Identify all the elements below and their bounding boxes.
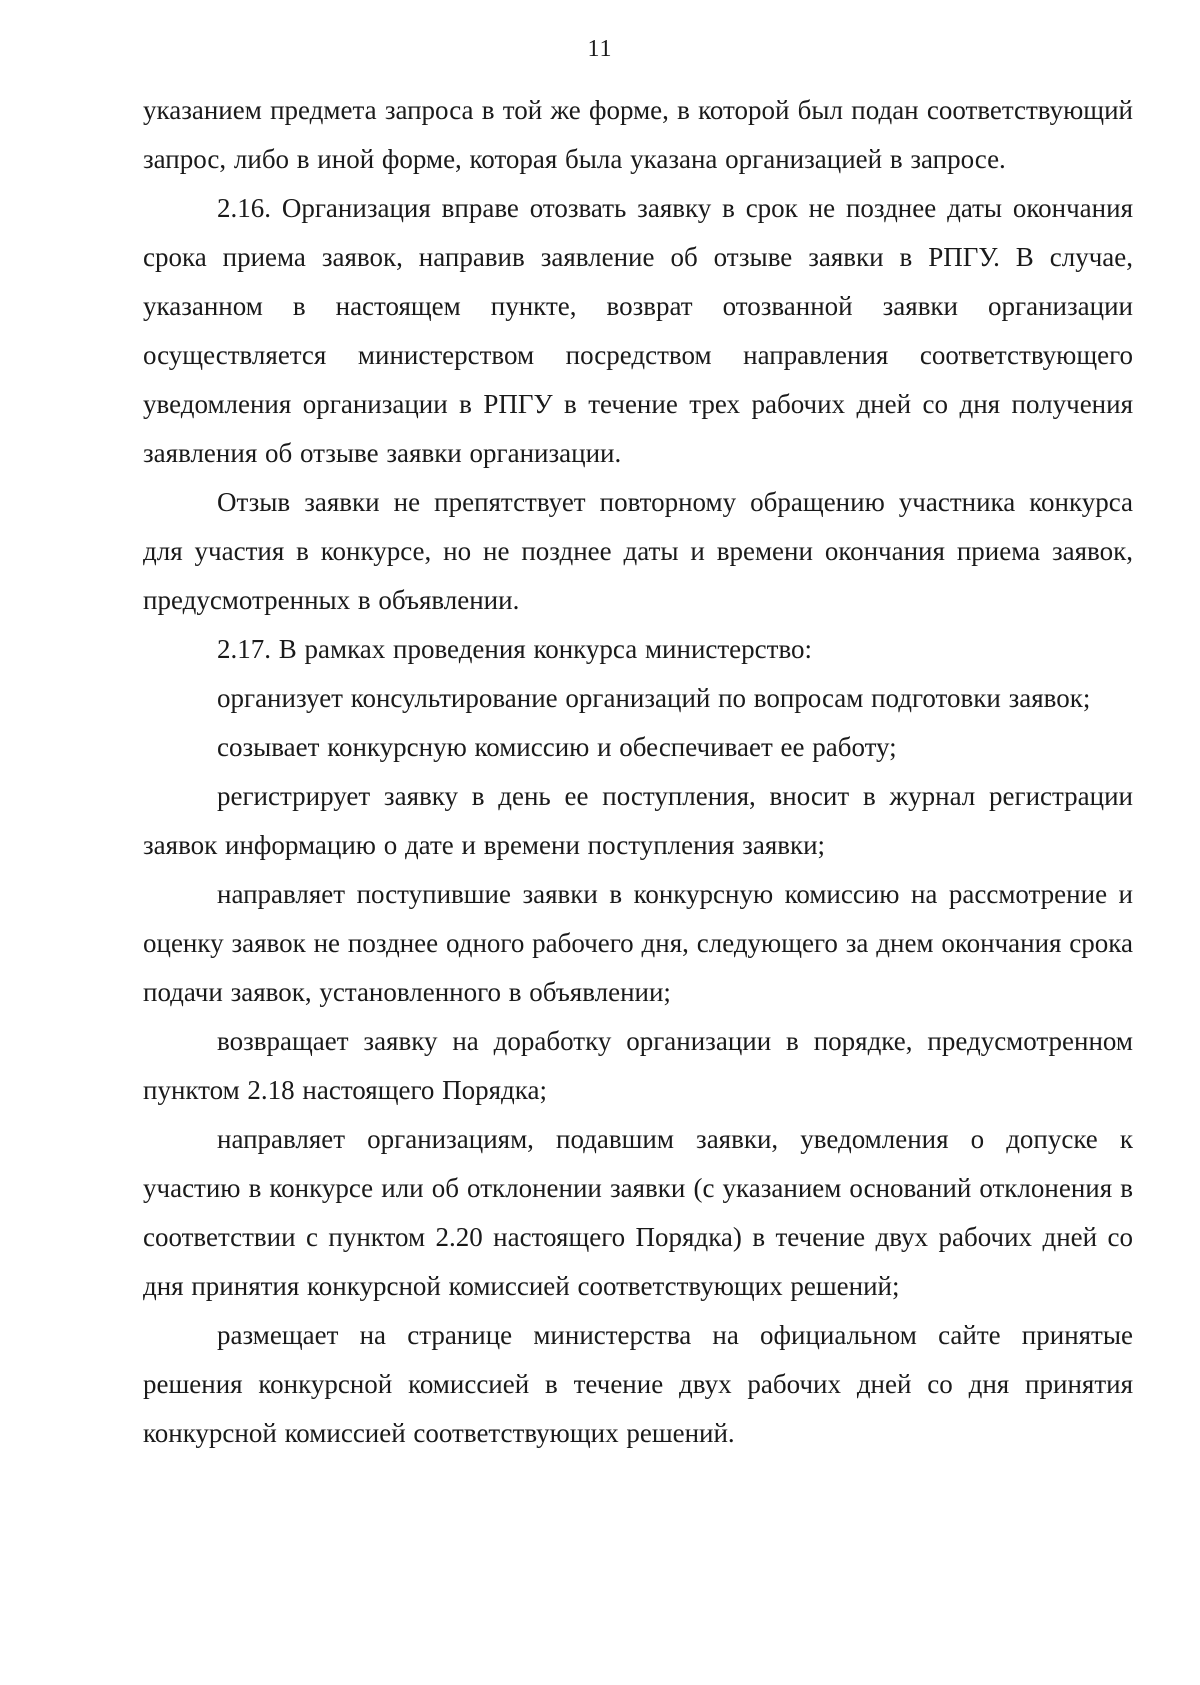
list-item-registration: регистрирует заявку в день ее поступления, вносит в журнал регистрации заявок информацию о дате и времени поступления заявки; — [143, 781, 1133, 860]
list-item-return: возвращает заявку на доработку организации в порядке, предусмотренном пунктом 2.18 настоящего Порядка; — [143, 1026, 1133, 1105]
page-number: 11 — [587, 36, 613, 62]
list-item-publication: размещает на странице министерства на официальном сайте принятые решения конкурсной комиссией в течение двух рабочих дней со дня принятия конкурсной комиссией соответствующих решений. — [143, 1320, 1133, 1448]
paragraph-2-16: 2.16. Организация вправе отозвать заявку в срок не позднее даты окончания срока приема заявок, направив заявление об отзыве заявки в РПГУ. В случае, указанном в настоящем пункте, возврат отозванной заявки организации осуществляется министерством посредством направления соответствующего уведомления организации в РПГУ в течение трех рабочих дней со дня получения заявления об отзыве заявки организации. — [143, 193, 1133, 468]
paragraph-continuation: указанием предмета запроса в той же форме, в которой был подан соответствующий запрос, либо в иной форме, которая была указана организацией в запросе. — [143, 95, 1133, 174]
paragraph-2-17-heading: 2.17. В рамках проведения конкурса министерство: — [217, 634, 813, 664]
document-body — [143, 86, 1133, 1458]
list-item-consulting: организует консультирование организаций по вопросам подготовки заявок; — [217, 683, 1091, 713]
paragraph-withdrawal-note: Отзыв заявки не препятствует повторному обращению участника конкурса для участия в конкурсе, но не позднее даты и времени окончания приема заявок, предусмотренных в объявлении. — [143, 487, 1133, 615]
list-item-forwarding: направляет поступившие заявки в конкурсную комиссию на рассмотрение и оценку заявок не позднее одного рабочего дня, следующего за днем окончания срока подачи заявок, установленного в объявлении; — [143, 879, 1133, 1007]
list-item-commission: созывает конкурсную комиссию и обеспечивает ее работу; — [217, 732, 897, 762]
list-item-notifications: направляет организациям, подавшим заявки, уведомления о допуске к участию в конкурсе или об отклонении заявки (с указанием оснований отклонения в соответствии с пунктом 2.20 настоящего Порядка) в течение двух рабочих дней со дня принятия конкурсной комиссией соответствующих решений; — [143, 1124, 1133, 1301]
